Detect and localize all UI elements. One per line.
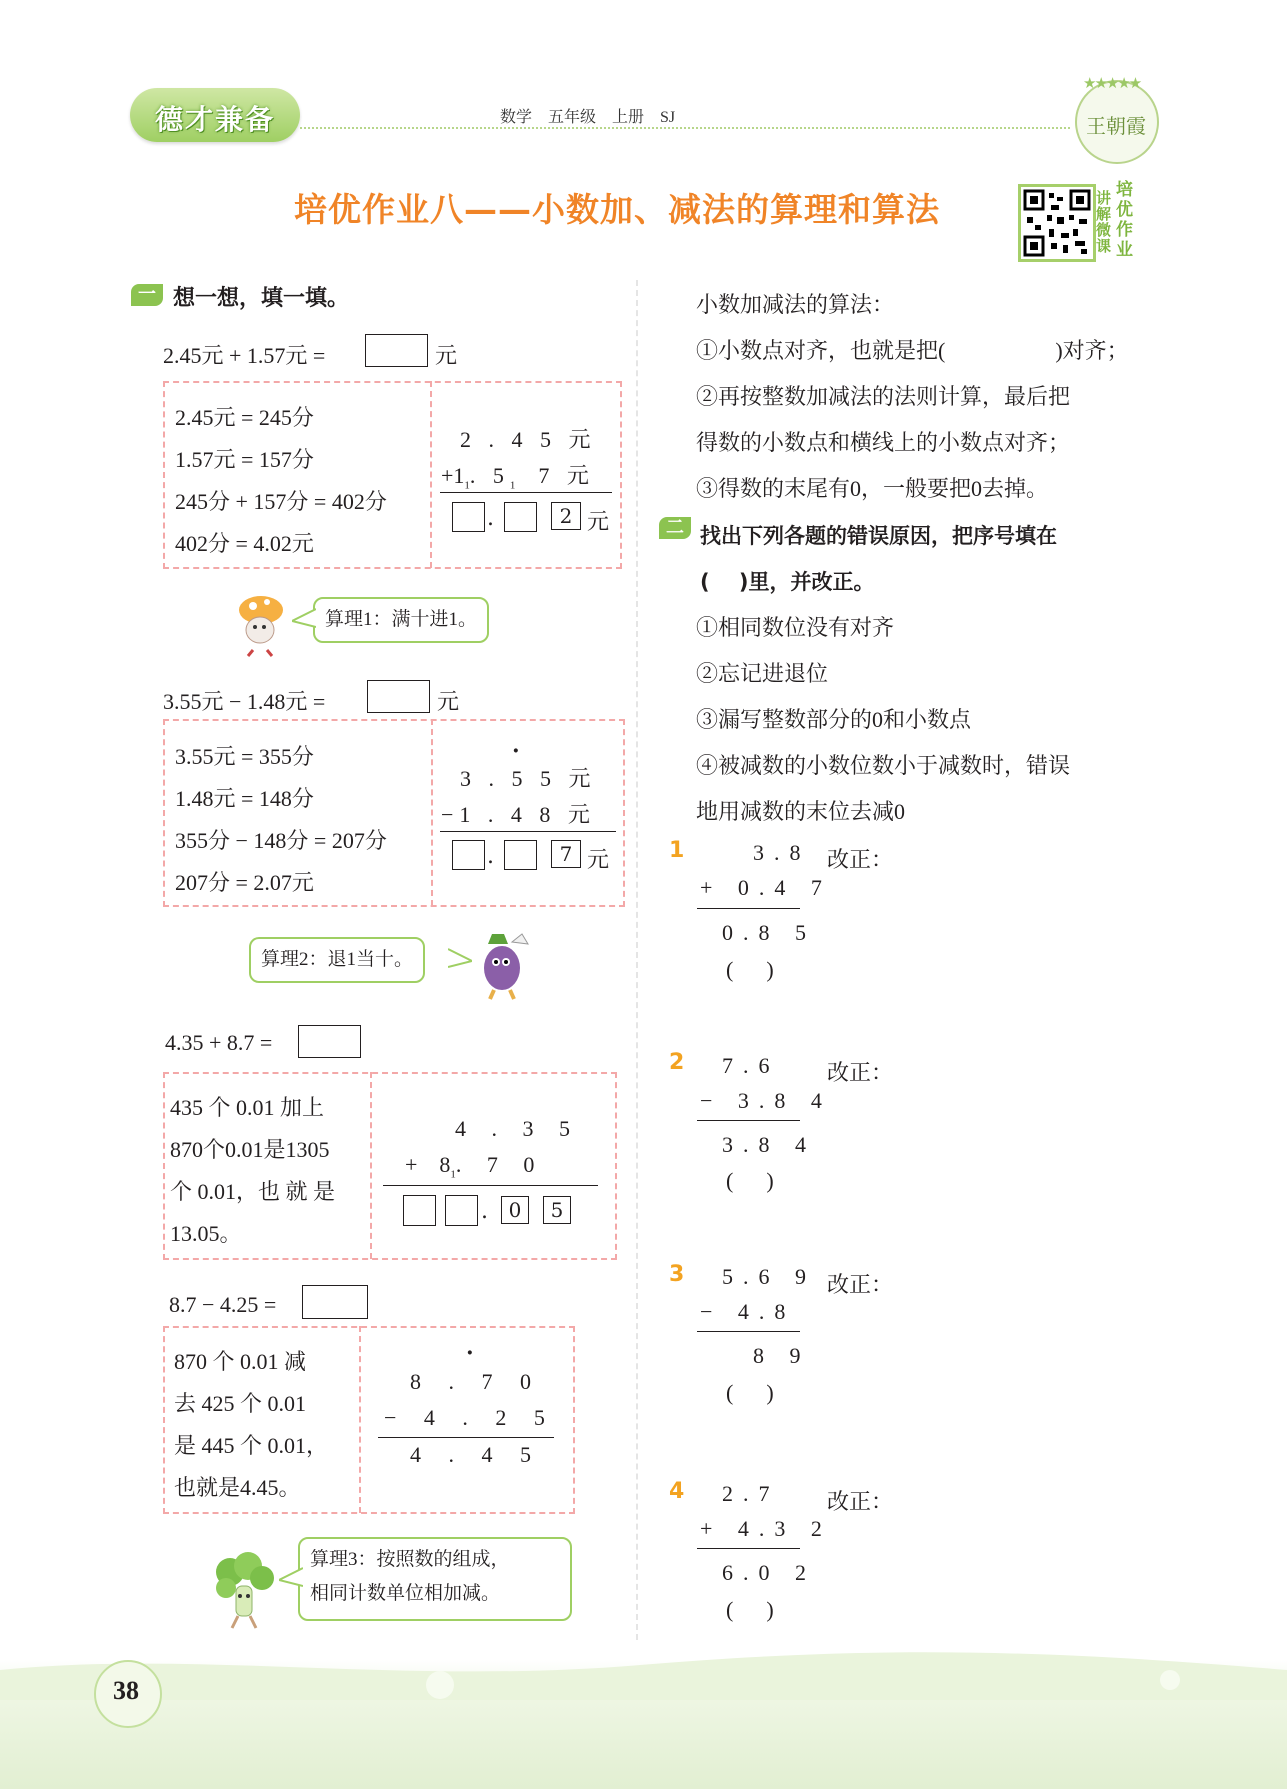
speech-bubble-3: 算理3：按照数的组成， 相同计数单位相加减。 [298, 1537, 572, 1621]
method-step-1: ①小数点对齐，也就是把( )对齐； [696, 338, 1129, 363]
conversion-steps-2: 3.55元 = 355分 1.48元 = 148分 355分 − 148分 = 207分 207分 = 2.07元 [175, 744, 387, 895]
work-box-divider [359, 1326, 361, 1513]
digit-box[interactable] [452, 840, 485, 870]
broccoli-character-icon [208, 1552, 280, 1634]
problem-number: 2 [669, 1050, 685, 1075]
reason-paren[interactable]: ( ) [726, 957, 774, 982]
method-step-2: ②再按整数加减法的法则计算，最后把 [696, 384, 1071, 409]
problem-bottom: − 3.8 4 [700, 1088, 832, 1113]
problem-result: 3.8 4 [722, 1132, 816, 1157]
problem-bottom: + 0.4 7 [700, 875, 832, 900]
vertical-row-2: $+1_1$. $5_1$ 7 元 [441, 463, 595, 492]
vertical-row-1: 4 . 3 5 [455, 1116, 580, 1141]
problem-bottom: − 4.8 [700, 1299, 796, 1324]
decimal-point: . [481, 1199, 488, 1224]
section-heading-1: 想一想，填一填。 [173, 286, 350, 311]
equation-2: 3.55元 − 1.48元 = [163, 689, 326, 714]
borrow-dot: · [512, 738, 520, 764]
digit-box[interactable] [504, 840, 537, 870]
vertical-row-2: −1 . 4 8 元 [441, 802, 596, 827]
equation-1: 2.45元 + 1.57元 = [163, 343, 326, 368]
digit-box-filled: 7 [551, 840, 581, 868]
digit-box[interactable] [504, 502, 537, 532]
reason-item: 地用减数的末位去减0 [696, 799, 906, 824]
difference-line-4 [378, 1437, 554, 1438]
work-box-divider [430, 381, 432, 568]
bubble-tail [448, 947, 472, 969]
speech-bubble-1: 算理1：满十进1。 [313, 597, 489, 643]
sum-line-3 [383, 1185, 598, 1186]
problem-top: 5.6 9 [722, 1264, 816, 1289]
unit-label-1: 元 [435, 343, 458, 368]
digit-box-filled: 0 [501, 1196, 529, 1224]
speech-bubble-2: 算理2：退1当十。 [249, 937, 425, 983]
sum-line-1 [440, 492, 612, 493]
qr-code-icon[interactable] [1018, 184, 1096, 262]
answer-box-2[interactable] [367, 680, 430, 713]
unit-label: 元 [587, 509, 610, 534]
reason-item: ④被减数的小数位数小于减数时，错误 [696, 753, 1071, 778]
explanation-4: 870 个 0.01 减 去 425 个 0.01 是 445 个 0.01， 也就是4.45。 [174, 1349, 329, 1500]
unit-label-2: 元 [437, 689, 460, 714]
section-number-2: 二 [659, 517, 691, 539]
correct-label: 改正： [827, 847, 894, 872]
reason-item: ②忘记进退位 [696, 661, 829, 686]
digit-box[interactable] [403, 1195, 436, 1226]
seal-text: 王朝霞 [1086, 116, 1146, 138]
correct-label: 改正： [827, 1489, 894, 1514]
answer-box-3[interactable] [298, 1025, 361, 1058]
reason-paren[interactable]: ( ) [726, 1168, 774, 1193]
eggplant-character-icon [472, 928, 534, 1003]
problem-bottom: + 4.3 2 [700, 1516, 832, 1541]
vertical-row-1: 8 . 7 0 [410, 1369, 542, 1394]
calc-line [697, 908, 800, 909]
vertical-row-2: − 4 . 2 5 [384, 1405, 556, 1430]
problem-number: 1 [669, 838, 685, 863]
section-heading-2: 找出下列各题的错误原因，把序号填在 ( )里，并改正。 [700, 524, 1057, 594]
footer-wave [0, 1640, 1287, 1700]
header-info: 数学 五年级 上册 SJ [500, 109, 676, 126]
problem-top: 2.7 [722, 1481, 780, 1506]
reason-item: ①相同数位没有对齐 [696, 615, 895, 640]
reason-paren[interactable]: ( ) [726, 1597, 774, 1622]
decimal-point: . [487, 844, 494, 869]
answer-box-4[interactable] [302, 1285, 368, 1319]
mushroom-character-icon [233, 592, 288, 657]
star-icon: ★★★★★ [1083, 74, 1141, 92]
bubble-tail [292, 607, 316, 629]
digit-box[interactable] [452, 502, 485, 532]
page-number: 38 [113, 1676, 139, 1705]
decimal-point: . [487, 506, 494, 531]
work-box-divider [431, 719, 433, 906]
borrow-dot: · [466, 1340, 474, 1366]
calc-line [697, 1120, 800, 1121]
column-divider [636, 280, 638, 1640]
conversion-steps-1: 2.45元 = 245分 1.57元 = 157分 245分 + 157分 = 402分 402分 = 4.02元 [175, 405, 387, 556]
header-rule [300, 127, 1070, 129]
reason-paren[interactable]: ( ) [726, 1380, 774, 1405]
method-block [696, 282, 1166, 512]
method-step-2b: 得数的小数点和横线上的小数点对齐； [696, 430, 1071, 455]
brand-logo-text: 德才兼备 [154, 103, 275, 136]
explanation-3: 435 个 0.01 加上 870个0.01是1305 个 0.01，也 就 是 13.05。 [170, 1095, 336, 1246]
digit-box-filled: 2 [551, 502, 581, 530]
page-title: 培优作业八——小数加、减法的算理和算法 [294, 190, 940, 229]
problem-number: 3 [669, 1262, 685, 1287]
problem-result: 0.8 5 [722, 920, 816, 945]
problem-top: 7.6 [722, 1053, 780, 1078]
calc-line [697, 1548, 800, 1549]
section-number-1: 一 [131, 284, 163, 306]
digit-box[interactable] [445, 1195, 478, 1226]
vertical-result-4: 4 . 4 5 [410, 1442, 542, 1467]
difference-line-2 [440, 831, 616, 832]
error-reasons-list [696, 605, 1176, 835]
method-title: 小数加减法的算法： [696, 292, 895, 317]
problem-number: 4 [669, 1479, 685, 1504]
correct-label: 改正： [827, 1272, 894, 1297]
calc-line [697, 1331, 800, 1332]
unit-label: 元 [587, 847, 610, 872]
reason-item: ③漏写整数部分的0和小数点 [696, 707, 972, 732]
problem-result: 6.0 2 [722, 1560, 816, 1585]
vertical-row-1: 2 . 4 5 元 [460, 427, 597, 452]
bubble-tail [279, 1566, 303, 1588]
problem-result: 8 9 [753, 1343, 811, 1368]
method-step-3: ③得数的末尾有0，一般要把0去掉。 [696, 476, 1049, 501]
equation-4: 8.7 − 4.25 = [169, 1292, 277, 1317]
vertical-row-2: + $8_1$. 7 0 [405, 1152, 545, 1181]
correct-label: 改正： [827, 1060, 894, 1085]
work-box-divider [370, 1072, 372, 1259]
answer-box-1[interactable] [365, 334, 428, 367]
digit-box-filled: 5 [543, 1196, 571, 1224]
problem-top: 3.8 [753, 840, 811, 865]
vertical-row-1: 3 . 5 5 元 [460, 766, 597, 791]
equation-3: 4.35 + 8.7 = [165, 1030, 273, 1055]
